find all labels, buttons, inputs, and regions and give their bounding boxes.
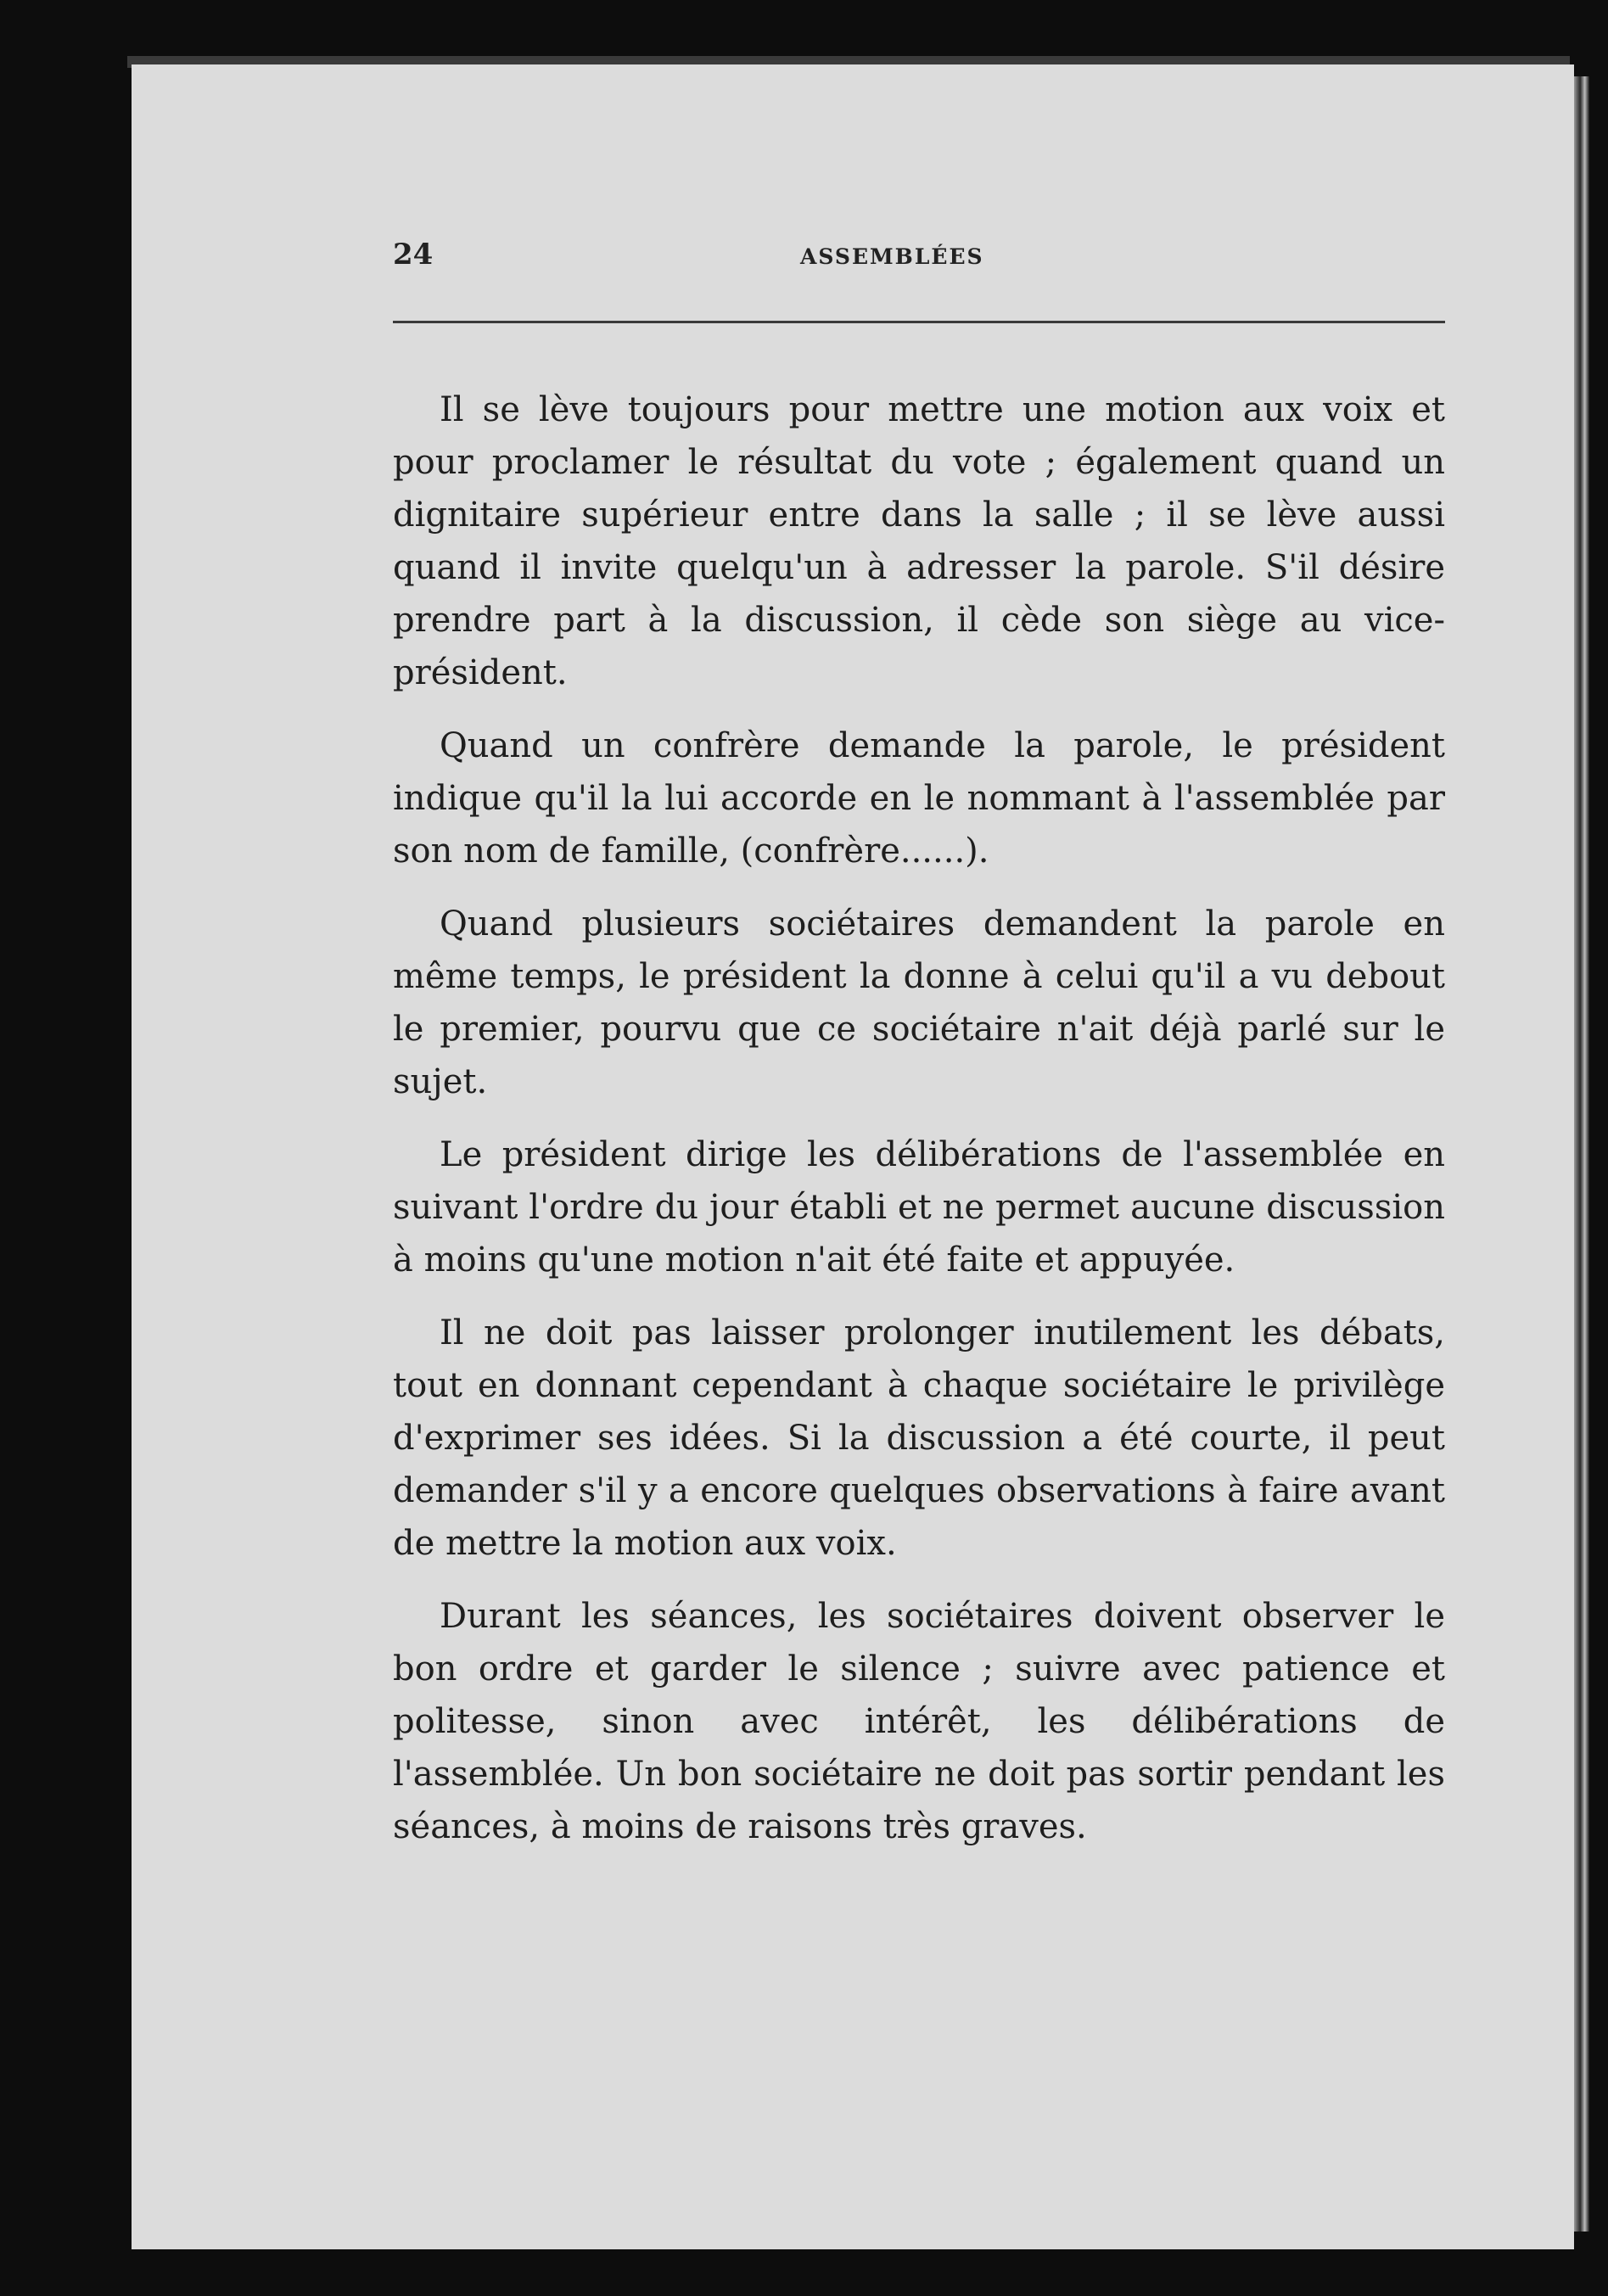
- page-header: [393, 238, 1445, 280]
- running-title: ASSEMBLÉES: [800, 244, 984, 269]
- paragraph-1: Il se lève toujours pour mettre une motion aux voix et pour proclamer le résultat du vote ; également quand un dignitaire supérieur entre dans la salle ; il se lève aussi quand il invite quelqu'un à adresser la parole. S'il désire prendre part à la discussion, il cède son siège au vice-président.: [393, 390, 1445, 692]
- page-number: 24: [393, 238, 434, 272]
- paragraph-3: Quand plusieurs sociétaires demandent la parole en même temps, le président la donne à celui qu'il a vu debout le premier, pourvu que ce sociétaire n'ait déjà parlé sur le sujet.: [393, 904, 1445, 1101]
- page-body: [393, 384, 1445, 1873]
- paragraph-5: Il ne doit pas laisser prolonger inutilement les débats, tout en donnant cependant à chaque sociétaire le privilège d'exprimer ses idées. Si la discussion a été courte, il peut demander s'il y a encore quelques observations à faire avant de mettre la motion aux voix.: [393, 1313, 1445, 1563]
- paragraph-2: Quand un confrère demande la parole, le président indique qu'il la lui accorde en le nommant à l'assemblée par son nom de famille, (confrère......).: [393, 726, 1445, 871]
- page-right-edge: [1574, 76, 1589, 2232]
- header-rule: [393, 321, 1445, 323]
- paragraph-4: Le président dirige les délibérations de l'assemblée en suivant l'ordre du jour établi et ne permet aucune discussion à moins qu'une motion n'ait été faite et appuyée.: [393, 1135, 1445, 1280]
- paragraph-6: Durant les séances, les sociétaires doivent observer le bon ordre et garder le silence ; suivre avec patience et politesse, sinon avec intérêt, les délibérations de l'assemblée. Un bon sociétaire ne doit pas sortir pendant les séances, à moins de raisons très graves.: [393, 1597, 1445, 1846]
